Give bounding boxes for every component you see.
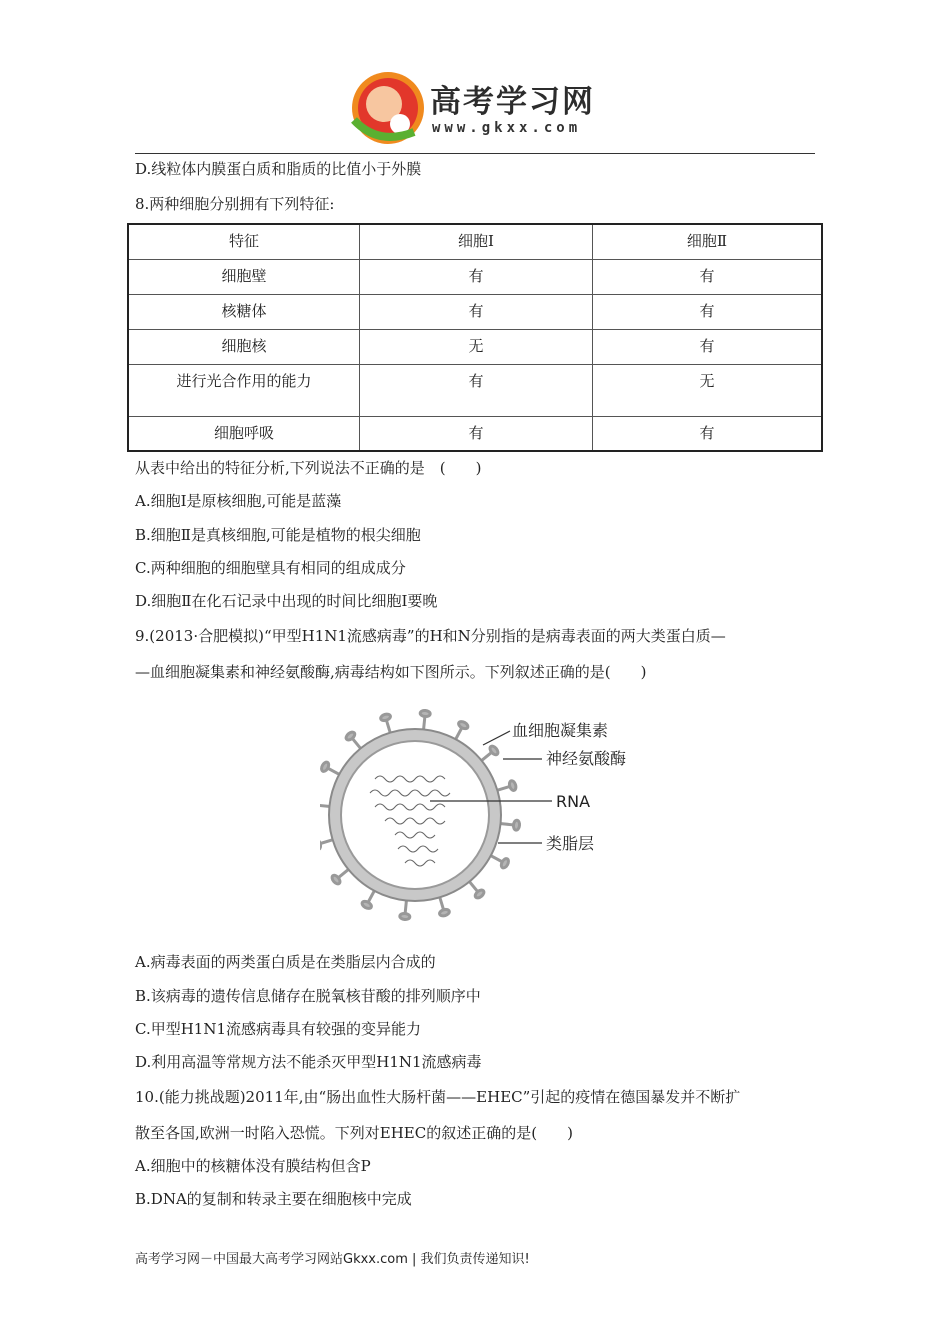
header-divider (135, 153, 815, 154)
surface-protein-head (320, 761, 330, 773)
q9-option-d: D.利用高温等常规方法不能杀灭甲型H1N1流感病毒 (135, 1053, 482, 1071)
table-header-row (128, 224, 822, 259)
table-cell: 无 (360, 329, 593, 364)
page-footer: 高考学习网－中国最大高考学习网站Gkxx.com | 我们负责传递知识! (135, 1252, 530, 1267)
q8-option-b: B.细胞Ⅱ是真核细胞,可能是植物的根尖细胞 (135, 526, 421, 544)
table-header-cell: 特征 (128, 224, 360, 259)
table-cell: 细胞呼吸 (128, 416, 360, 451)
table-cell: 细胞壁 (128, 259, 360, 294)
q10-stem-line1: 10.(能力挑战题)2011年,由“肠出血性大肠杆菌——EHEC”引起的疫情在德国暴发并不断扩 (135, 1088, 741, 1106)
table-cell: 无 (593, 364, 823, 416)
q10-stem-line2: 散至各国,欧洲一时陷入恐慌。下列对EHEC的叙述正确的是( ) (135, 1124, 573, 1142)
q8-option-c: C.两种细胞的细胞壁具有相同的组成成分 (135, 559, 406, 577)
surface-protein-head (380, 713, 391, 722)
virus-structure-diagram (320, 703, 640, 925)
table-cell: 有 (593, 416, 823, 451)
table-cell: 有 (593, 329, 823, 364)
q10-option-b: B.DNA的复制和转录主要在细胞核中完成 (135, 1190, 412, 1208)
table-row (128, 259, 822, 294)
site-logo (348, 68, 618, 148)
surface-protein-head (420, 710, 431, 717)
surface-protein-head (320, 839, 322, 850)
q9-stem-line1: 9.(2013·合肥模拟)“甲型H1N1流感病毒”的H和N分别指的是病毒表面的两大类蛋白质— (135, 627, 726, 645)
label-hemagglutinin: 血细胞凝集素 (512, 721, 609, 740)
table-cell: 有 (593, 294, 823, 329)
q7-option-d: D.线粒体内膜蛋白质和脂质的比值小于外膜 (135, 160, 422, 178)
surface-protein-head (361, 900, 373, 910)
q10-option-a: A.细胞中的核糖体没有膜结构但含P (135, 1157, 371, 1175)
label-neuraminidase: 神经氨酸酶 (546, 749, 627, 768)
table-row (128, 364, 822, 416)
table-cell: 细胞核 (128, 329, 360, 364)
table-cell: 有 (360, 364, 593, 416)
table-header-cell: 细胞Ⅰ (360, 224, 593, 259)
table-header-cell: 细胞Ⅱ (593, 224, 823, 259)
q8-question: 从表中给出的特征分析,下列说法不正确的是 ( ) (135, 459, 482, 477)
table-cell: 进行光合作用的能力 (128, 364, 360, 416)
logo-url: www.gkxx.com (432, 120, 582, 136)
surface-protein-head (439, 908, 450, 917)
label-lipid-layer: 类脂层 (546, 834, 595, 853)
surface-protein-head (400, 913, 411, 920)
surface-protein-head (500, 857, 510, 869)
table-cell: 核糖体 (128, 294, 360, 329)
q9-option-c: C.甲型H1N1流感病毒具有较强的变异能力 (135, 1020, 422, 1038)
table-row (128, 329, 822, 364)
q8-stem: 8.两种细胞分别拥有下列特征: (135, 195, 335, 213)
surface-protein-head (508, 780, 517, 791)
surface-protein-head (513, 820, 520, 831)
q9-option-b: B.该病毒的遗传信息储存在脱氧核苷酸的排列顺序中 (135, 987, 481, 1005)
table-cell: 有 (360, 294, 593, 329)
label-rna: RNA (556, 792, 591, 811)
table-cell: 有 (360, 416, 593, 451)
feature-table (127, 223, 823, 452)
q9-stem-line2: —血细胞凝集素和神经氨酸酶,病毒结构如下图所示。下列叙述正确的是( ) (135, 663, 647, 681)
table-cell: 有 (360, 259, 593, 294)
table-cell: 有 (593, 259, 823, 294)
logo-emblem-icon (348, 68, 428, 148)
q8-option-a: A.细胞Ⅰ是原核细胞,可能是蓝藻 (135, 492, 342, 510)
table-row (128, 416, 822, 451)
q8-option-d: D.细胞Ⅱ在化石记录中出现的时间比细胞Ⅰ要晚 (135, 592, 438, 610)
logo-title: 高考学习网 (430, 84, 595, 120)
surface-protein-head (457, 720, 469, 730)
q9-option-a: A.病毒表面的两类蛋白质是在类脂层内合成的 (135, 953, 436, 971)
table-row (128, 294, 822, 329)
